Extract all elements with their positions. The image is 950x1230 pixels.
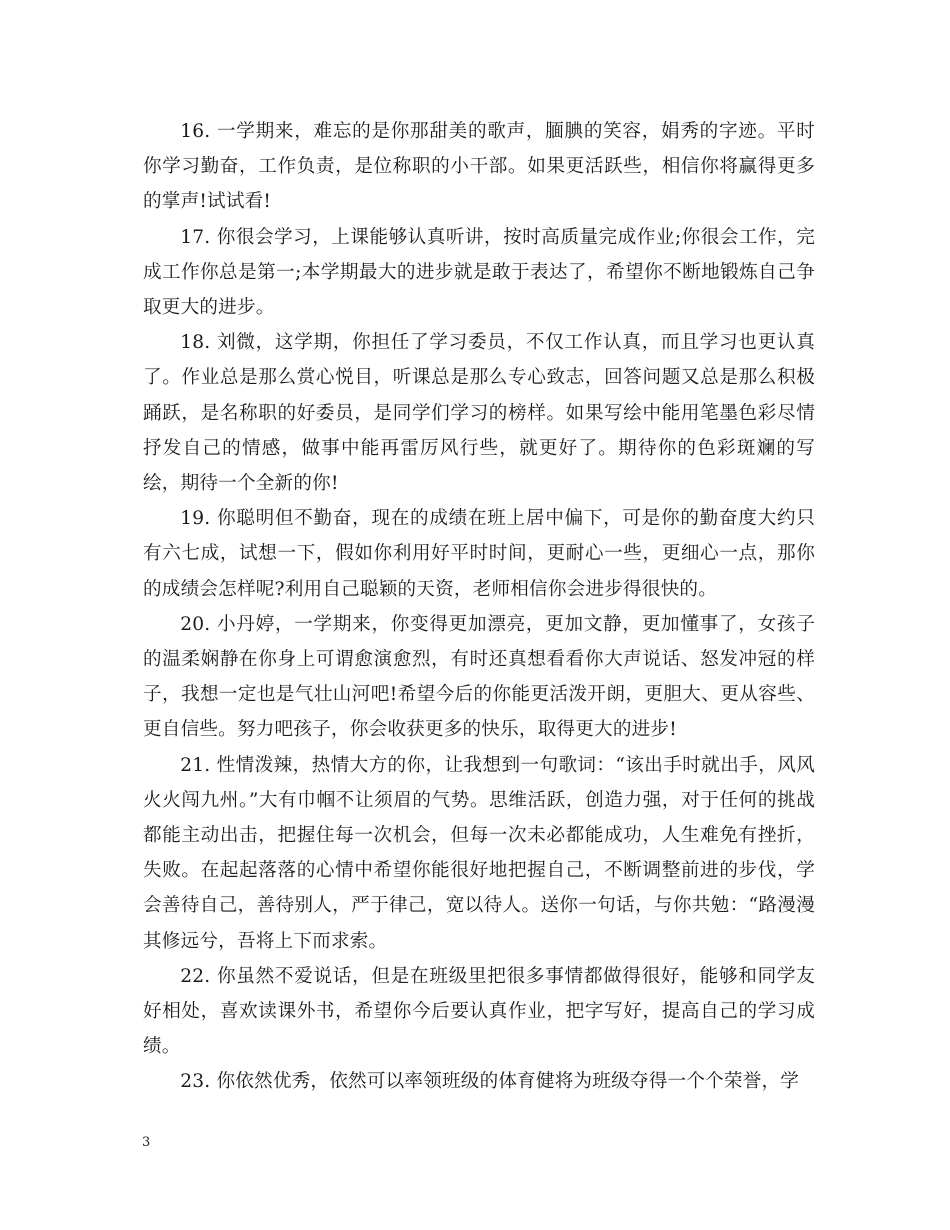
paragraph-20: 20. 小丹婷，一学期来，你变得更加漂亮，更加文静，更加懂事了，女孩子的温柔娴静在你身上可谓愈演愈烈，有时还真想看看你大声说话、怒发冲冠的样子，我想一定也是气壮山河吧!希望今后的你能更活泼开朗，更胆大、更从容些、更自信些。努力吧孩子，你会收获更多的快乐，取得更大的进步! (143, 613, 815, 741)
paragraph-22: 22. 你虽然不爱说话，但是在班级里把很多事情都做得很好，能够和同学友好相处，喜欢读课外书，希望你今后要认真作业，把字写好，提高自己的学习成绩。 (143, 965, 815, 1058)
paragraph-21: 21. 性情泼辣，热情大方的你，让我想到一句歌词：“该出手时就出手，风风火火闯九州。”大有巾帼不让须眉的气势。思维活跃，创造力强，对于任何的挑战都能主动出击，把握住每一次机会，但每一次未必都能成功，人生难免有挫折，失败。在起起落落的心情中希望你能很好地把握自己，不断调整前进的步伐，学会善待自己，善待别人，严于律己，宽以待人。送你一句话，与你共勉：“路漫漫其修远兮，吾将上下而求索。 (143, 754, 815, 952)
paragraph-16: 16. 一学期来，难忘的是你那甜美的歌声，腼腆的笑容，娟秀的字迹。平时你学习勤奋，工作负责，是位称职的小干部。如果更活跃些，相信你将赢得更多的掌声!试试看! (143, 121, 815, 213)
paragraph-19: 19. 你聪明但不勤奋，现在的成绩在班上居中偏下，可是你的勤奋度大约只有六七成，试想一下，假如你利用好平时时间，更耐心一些，更细心一点，那你的成绩会怎样呢?利用自己聪颖的天资，老师相信你会进步得很快的。 (143, 508, 815, 600)
paragraph-18: 18. 刘微，这学期，你担任了学习委员，不仅工作认真，而且学习也更认真了。作业总是那么赏心悦目，听课总是那么专心致志，回答问题又总是那么积极踊跃，是名称职的好委员，是同学们学习的榜样。如果写绘中能用笔墨色彩尽情抒发自己的情感，做事中能再雷厉风行些，就更好了。期待你的色彩斑斓的写绘，期待一个全新的你! (143, 332, 815, 495)
paragraph-23: 23. 你依然优秀，依然可以率领班级的体育健将为班级夺得一个个荣誉，学 (180, 1071, 800, 1093)
document-body (143, 114, 815, 1100)
page-number: 3 (142, 1135, 151, 1150)
paragraph-17: 17. 你很会学习，上课能够认真听讲，按时高质量完成作业;你很会工作，完成工作你总是第一;本学期最大的进步就是敢于表达了，希望你不断地锻炼自己争取更大的进步。 (143, 226, 815, 319)
